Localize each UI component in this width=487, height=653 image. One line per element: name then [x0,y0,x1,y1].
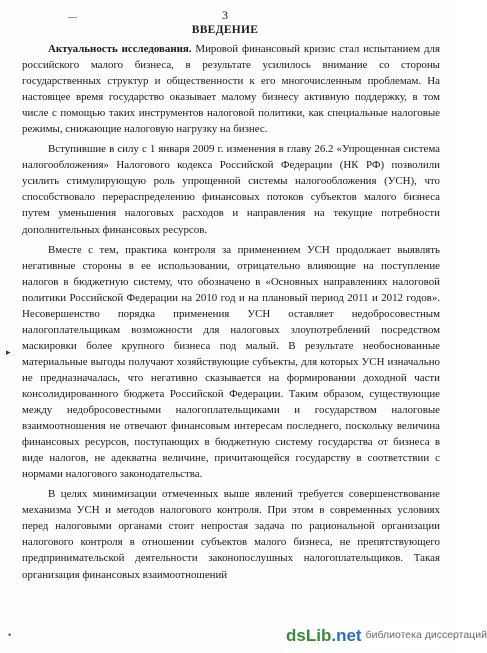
watermark[interactable] [286,619,487,651]
paragraph [22,141,440,237]
scan-mark: • [8,630,12,640]
body-text [22,41,440,583]
paragraph-text: В целях минимизации отмеченных выше явлений требуется совершенствование механизма УСН и методов налогового контроля. При этом в современных условиях перед налоговыми органами стоит непростая задача по рациональной организации налогового контроля в отношении субъектов малого бизнеса, не препятствующего предпринимательской деятельности законопослушных налогоплательщиков. Такая организация финансовых взаимоотношений [22,488,440,581]
page-number: 3 [222,8,228,22]
scan-mark: ▸ [6,347,11,357]
paragraph-text: Вступившие в силу с 1 января 2009 г. изменения в главу 26.2 «Упрощенная система налогообложения» Налогового кодекса Российской Федерации (НК РФ) позволили усилить стимулирующую роль упрощенной системы налогообложения (УСН), что способствовало перераспределению финансовых потоков субъектов малого бизнеса путем уменьшения налоговых расходов и направления на текущие потребности дополнительных финансовых ресурсов. [22,143,440,236]
logo-brand: dsLib [286,625,332,645]
paragraph-text: Вместе с тем, практика контроля за применением УСН продолжает выявлять негативные стороны в ее использовании, отрицательно влияющие на поступление налогов в бюджетную систему, что обозначено в «Основных направлениях налоговой политики Российской Федерации на 2010 год и на плановый период 2011 и 2012 годов». Несовершенство порядка применения УСН оставляет недобросовестным налогоплательщикам возможности для налоговых злоупотреблений посредством маскировки более крупного бизнеса под малый. В результате необоснованные материальные выгоды получают хозяйствующие субъекты, для которых УСН изначально не предназначалась, что негативно сказывается на формировании доходной части консолидированного бюджета Российской Федерации. Таким образом, существующие между недобросовестными налогоплательщиками и государством налоговые взаимоотношения не отвечают финансовым интересам последнего, поскольку величина финансовых ресурсов, поступающих в бюджетную систему государства от бизнеса в виде налогов, не адекватна величине, причитающейся государству в соответствии с нормами налогового законодательства. [22,243,440,481]
watermark-caption: библиотека диссертаций [365,629,487,641]
paragraph [22,41,440,137]
logo-tld: .net [331,625,362,645]
scan-mark: — [68,12,77,22]
paragraph-text: Мировой финансовый кризис стал испытанием для российского малого бизнеса, в результате усилилось внимание со стороны государственных структур и общественности к его многочисленным проблемам. На настоящее время государство оказывает малому бизнесу активную поддержку, в том числе с помощью таких инструментов налоговой политики, как специальные налоговые режимы, снижающие налоговую нагрузку на бизнес. [22,43,440,136]
paragraph [22,242,440,483]
paragraph [22,486,440,582]
dslib-logo [286,627,362,644]
page-heading: ВВЕДЕНИЕ [191,24,259,36]
paragraph-lead: Актуальность исследования. [48,43,192,55]
